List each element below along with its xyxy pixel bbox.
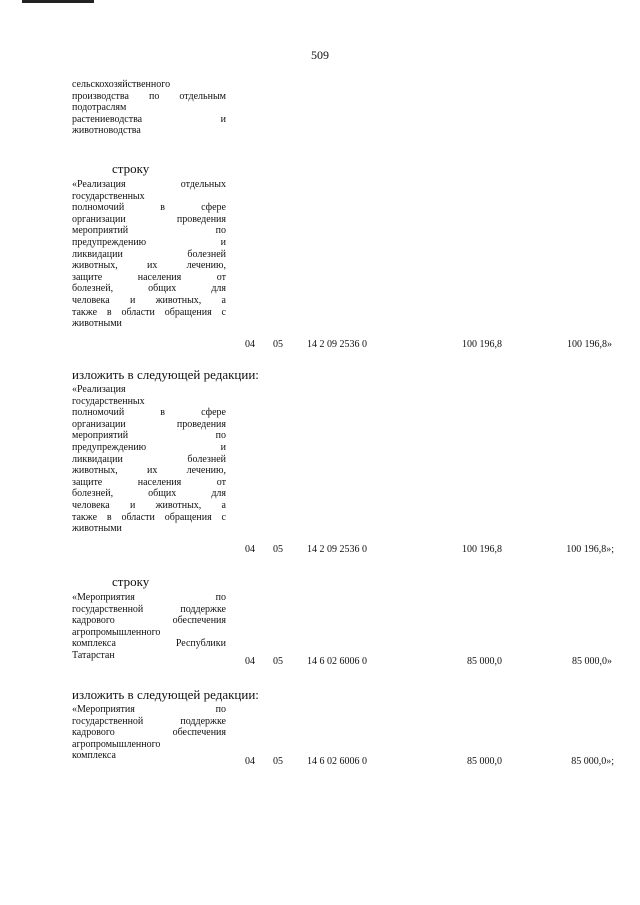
cell-pr: 05 (273, 339, 283, 350)
text-line: организации проведения (72, 418, 226, 430)
section-heading: строку (112, 161, 150, 176)
text-line: организации проведения (72, 213, 226, 225)
text-line: Татарстан (72, 649, 115, 661)
top-rule (22, 0, 94, 3)
text-line: животных, их лечению, (72, 465, 226, 477)
text-line: животноводства (72, 125, 141, 137)
text-line: также в области обращения с (72, 306, 226, 318)
text-line: «Мероприятия по (72, 592, 226, 603)
text-line: полномочий в сфере (72, 202, 226, 214)
text-line: полномочий в сфере (72, 407, 226, 419)
cell-csr: 14 2 09 2536 0 (307, 339, 367, 350)
text-line: кадрового обеспечения (72, 615, 226, 627)
text-line: болезней, общих для (72, 283, 226, 295)
cell-csr: 14 2 09 2536 0 (307, 544, 367, 555)
section-heading: изложить в следующей редакции: (72, 687, 259, 702)
intro-text (72, 79, 226, 137)
text-line: комплекса (72, 750, 116, 762)
text-line: «Реализация (72, 384, 126, 395)
text-line: государственных (72, 190, 145, 202)
text-line: болезней, общих для (72, 488, 226, 500)
text-line: человека и животных, а (72, 294, 226, 306)
text-line: «Реализация отдельных (72, 179, 226, 190)
section-heading: изложить в следующей редакции: (72, 367, 259, 382)
text-line: растениеводства и (72, 113, 226, 125)
row-description (72, 592, 226, 662)
text-line: агропромышленного (72, 738, 161, 750)
cell-sum-2: 100 196,8»; (566, 544, 614, 555)
text-line: животными (72, 318, 122, 330)
section-heading: строку (112, 574, 150, 589)
cell-pr: 05 (273, 544, 283, 555)
cell-csr: 14 6 02 6006 0 (307, 756, 367, 767)
cell-sum-1: 85 000,0 (467, 756, 502, 767)
cell-sum-1: 85 000,0 (467, 656, 502, 667)
row-description (72, 179, 226, 330)
cell-sum-2: 85 000,0» (572, 656, 612, 667)
text-line: мероприятий по (72, 225, 226, 237)
cell-rz: 04 (245, 756, 255, 767)
text-line: ликвидации болезней (72, 248, 226, 260)
row-description (72, 704, 226, 762)
text-line: защите населения от (72, 476, 226, 488)
text-line: подотраслям (72, 102, 127, 114)
cell-sum-1: 100 196,8 (462, 544, 502, 555)
cell-rz: 04 (245, 544, 255, 555)
text-line: также в области обращения с (72, 511, 226, 523)
text-line: животных, их лечению, (72, 260, 226, 272)
text-line: человека и животных, а (72, 499, 226, 511)
text-line: производства по отдельным (72, 90, 226, 102)
cell-rz: 04 (245, 656, 255, 667)
text-line: защите населения от (72, 271, 226, 283)
text-line: ликвидации болезней (72, 453, 226, 465)
text-line: государственных (72, 395, 145, 407)
text-line: животными (72, 523, 122, 535)
text-line: комплекса Республики (72, 638, 226, 650)
text-line: мероприятий по (72, 430, 226, 442)
cell-sum-1: 100 196,8 (462, 339, 502, 350)
text-line: государственной поддержке (72, 715, 226, 727)
text-line: предупреждению и (72, 236, 226, 248)
text-line: кадрового обеспечения (72, 727, 226, 739)
cell-pr: 05 (273, 656, 283, 667)
text-line: предупреждению и (72, 441, 226, 453)
row-description (72, 384, 226, 535)
text-line: сельскохозяйственного (72, 79, 171, 90)
page-number: 509 (311, 48, 329, 62)
cell-pr: 05 (273, 756, 283, 767)
cell-sum-2: 85 000,0»; (571, 756, 614, 767)
text-line: государственной поддержке (72, 603, 226, 615)
cell-rz: 04 (245, 339, 255, 350)
text-line: агропромышленного (72, 626, 161, 638)
cell-csr: 14 6 02 6006 0 (307, 656, 367, 667)
cell-sum-2: 100 196,8» (567, 339, 612, 350)
text-line: «Мероприятия по (72, 704, 226, 715)
